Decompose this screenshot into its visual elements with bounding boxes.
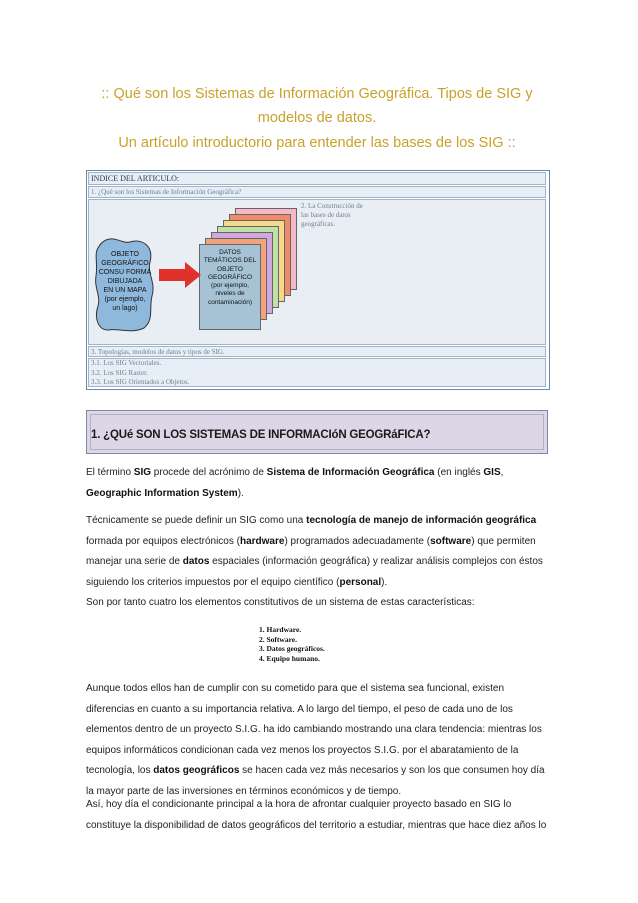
article-title-line2: modelos de datos. [257, 110, 377, 126]
table-of-contents [86, 170, 550, 390]
bold-term: hardware [239, 535, 285, 547]
text-run: espaciales (información geográfica) y realizar análisis complejos con éstos siguiendo los criterios impuestos por el equipo científico ( [86, 556, 543, 588]
bold-term: tecnología de manejo de información geográfica [306, 515, 537, 526]
paragraph-intro [86, 463, 548, 504]
paragraph-definition [86, 511, 548, 593]
text-run: ). [237, 487, 244, 499]
section-title: 1. ¿QUé SON LOS SISTEMAS DE INFORMACIóN GEOGRáFICA? [91, 429, 431, 441]
toc-link-item1[interactable]: 1. ¿Qué son los Sistemas de Información Geográfica? [88, 186, 546, 198]
article-title-line1: :: Qué son los Sistemas de Información Geográfica. Tipos de SIG y [101, 86, 533, 102]
text-run: formada por equipos electrónicos ( [86, 535, 240, 547]
text-run: Técnicamente se puede definir un SIG como una [86, 515, 307, 526]
list-item: 1. Hardware. [259, 625, 302, 634]
toc-link-sub3[interactable]: 3.3. Los SIG Orientados a Objetos. [91, 378, 190, 386]
card-text-line: (por ejemplo, [211, 282, 249, 290]
paragraph-importance [86, 679, 548, 802]
blob-text-line: un lago) [112, 305, 138, 312]
list-item: 3. Datos geográficos. [259, 644, 325, 653]
text-run: ). [381, 576, 388, 588]
thematic-data-card [199, 244, 261, 330]
blob-text-line: (por ejemplo, [104, 296, 146, 303]
card-text-line: OBJETO [217, 265, 243, 273]
paragraph-elements: Son por tanto cuatro los elementos constitutivos de un sistema de estas características: [86, 597, 475, 608]
toc-link-item2[interactable]: 2. La Construcción de las bases de datos geográficas. [301, 202, 363, 228]
card-text-line: TEMÁTICOS DEL [203, 257, 257, 265]
bold-term: datos [182, 556, 210, 567]
section-header [86, 410, 548, 454]
paragraph-conditions: Así, hoy día el condicionante principal a la hora de afrontar cualquier proyecto basado en SIG lo constituye la disponibilidad de datos geográficos del territorio a estudiar, mientras que hace diez años lo [86, 799, 547, 831]
blob-text-line: GEOGRÁFICO [101, 260, 149, 267]
bold-term: GIS [483, 467, 501, 478]
arrow-right-icon [159, 262, 201, 288]
text-run: (en inglés [434, 467, 484, 478]
list-item: 4. Equipo humano. [259, 653, 320, 663]
bold-term: software [430, 535, 472, 547]
blob-text-line: OBJETO [111, 251, 139, 258]
toc-link-sub1[interactable]: 3.1. Los SIG Vectoriales. [91, 359, 162, 367]
card-text-line: DATOS [219, 249, 241, 256]
text-run: ) que permiten manejar una serie de [86, 535, 536, 567]
blob-text-line: EN UN MAPA [103, 287, 147, 294]
list-item: 2. Software. [259, 634, 297, 644]
blob-text-line: DIBUJADA [107, 278, 143, 285]
elements-list [259, 625, 325, 663]
text-run: procede del acrónimo de [151, 467, 267, 478]
toc-subitems [88, 358, 546, 387]
text-run: Aunque todos ellos han de cumplir con su cometido para que el sistema sea funcional, existen diferencias en cuanto a su importancia relativa. A lo largo del tiempo, el peso de cada uno de los elementos dentro de un proyecto S.I.G. ha ido cambiando mostrando una clara tendencia: mientras los equipos informáticos condicionan cada vez menos los proyectos S.I.G. por el abaratamiento de la tecnología, los [86, 683, 542, 776]
card-text-line: GEOGRÁFICO [207, 273, 253, 281]
toc-link-item3[interactable]: 3. Topologías, modelos de datos y tipos de SIG. [88, 346, 546, 357]
text-run: ) programados adecuadamente ( [284, 535, 431, 547]
gis-concept-diagram [88, 199, 546, 345]
card-text-line: niveles de [215, 290, 245, 298]
blob-caption [95, 250, 155, 313]
blob-text-line: CONSU FORMA [98, 269, 152, 276]
bold-term: SIG [133, 467, 152, 478]
toc-link-sub2[interactable]: 3.2. Los SIG Raster. [91, 368, 148, 377]
bold-term: Geographic Information System [86, 487, 238, 499]
card-text-line: contaminación) [207, 298, 253, 306]
bold-term: Sistema de Información Geográfica [266, 467, 435, 478]
text-run: El término [86, 467, 134, 478]
toc-header: INDICE DEL ARTICULO: [88, 172, 546, 185]
text-run: se hacen cada vez más necesarios y son los que consumen hoy día la mayor parte de las inversiones en términos económicos y de tiempo. [86, 765, 545, 797]
article-subtitle: Un artículo introductorio para entender las bases de los SIG :: [118, 135, 516, 151]
bold-term: personal [339, 576, 382, 588]
text-run: , [500, 467, 504, 478]
bold-term: datos geográficos [153, 765, 240, 776]
